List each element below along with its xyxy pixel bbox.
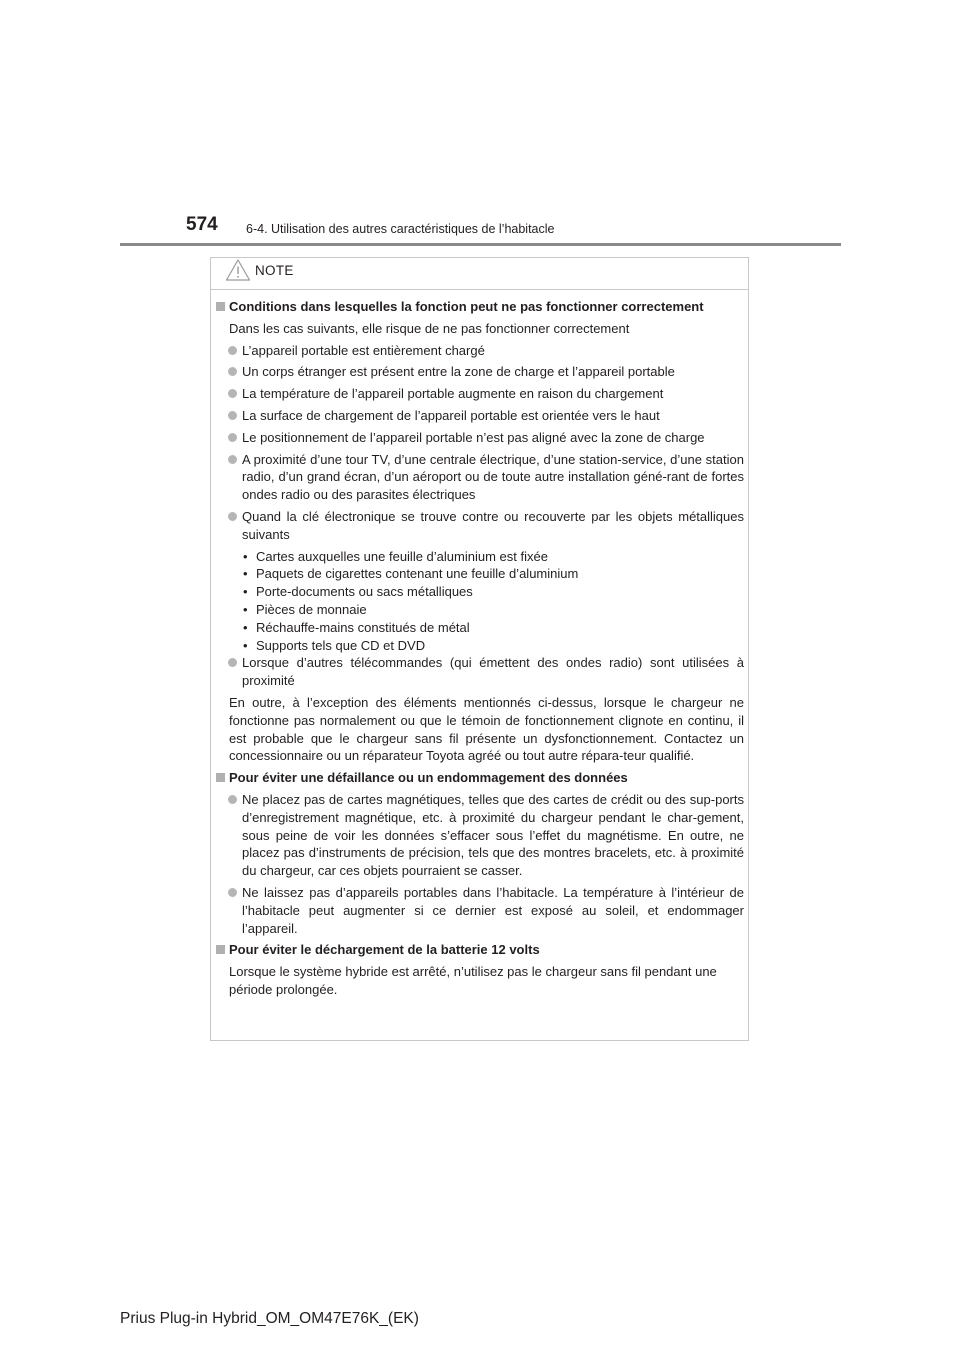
section-title: 6-4. Utilisation des autres caractéristiques de l’habitacle xyxy=(246,222,555,236)
note-label: NOTE xyxy=(255,262,294,278)
circle-bullet-icon xyxy=(228,658,237,667)
note-content xyxy=(216,298,744,1003)
list-item xyxy=(216,363,744,381)
circle-bullet-icon xyxy=(228,455,237,464)
list-item-text: La température de l’appareil portable augmente en raison du chargement xyxy=(242,386,664,402)
section-heading xyxy=(216,769,744,787)
list-item-text: Le positionnement de l’appareil portable n’est pas aligné avec la zone de charge xyxy=(242,429,705,445)
list-item xyxy=(216,407,744,425)
note-header xyxy=(225,258,294,282)
circle-bullet-icon xyxy=(228,795,237,804)
sub-list-item: • Réchauffe-mains constitués de métal xyxy=(242,619,744,637)
circle-bullet-icon xyxy=(228,367,237,376)
list-item xyxy=(216,508,744,544)
list-item-text: Lorsque d’autres télécommandes (qui émettent des ondes radio) sont utilisées à proximité xyxy=(242,655,744,689)
square-bullet-icon xyxy=(216,773,225,782)
square-bullet-icon xyxy=(216,302,225,311)
list-item xyxy=(216,884,744,937)
list-item-text: Ne placez pas de cartes magnétiques, telles que des cartes de crédit ou des sup-ports d’enregistrement magnétique, etc. à proximité du chargeur pendant le char-gement, sous peine de voir les données s’effacer sous l’effet du magnétisme. En outre, ne placez pas d’instruments de précision, tels que des montres bracelets, etc. à proximité du chargeur, car ces objets pourraient se casser. xyxy=(242,791,744,879)
sub-list-item: • Porte-documents ou sacs métalliques xyxy=(242,583,744,601)
sub-list xyxy=(216,548,744,655)
page-number: 574 xyxy=(186,214,218,235)
circle-bullet-icon xyxy=(228,346,237,355)
circle-bullet-icon xyxy=(228,512,237,521)
sub-list-item: • Cartes auxquelles une feuille d’aluminium est fixée xyxy=(242,548,744,566)
list-item-text: L’appareil portable est entièrement chargé xyxy=(242,342,485,358)
sub-list-item: • Pièces de monnaie xyxy=(242,601,744,619)
note-divider xyxy=(210,289,749,290)
list-item-text: La surface de chargement de l’appareil portable est orientée vers le haut xyxy=(242,407,660,423)
section-intro: Dans les cas suivants, elle risque de ne pas fonctionner correctement xyxy=(229,320,630,336)
heading-text: Pour éviter le déchargement de la batterie 12 volts xyxy=(229,942,540,958)
list-item-text: Quand la clé électronique se trouve contre ou recouverte par les objets métalliques suivants xyxy=(242,508,744,542)
heading-text: Pour éviter une défaillance ou un endommagement des données xyxy=(229,770,628,786)
section-heading xyxy=(216,941,744,959)
footer-text: Prius Plug-in Hybrid_OM_OM47E76K_(EK) xyxy=(120,1310,419,1327)
list-item-text: A proximité d’une tour TV, d’une centrale électrique, d’une station-service, d’une station radio, d’un grand écran, d’un aéroport ou de toute autre installation géné-rant de fortes ondes radio ou des parasites électriques xyxy=(242,451,744,503)
list-item xyxy=(216,791,744,880)
square-bullet-icon xyxy=(216,945,225,954)
warning-triangle-icon xyxy=(225,258,251,282)
list-item xyxy=(216,342,744,360)
circle-bullet-icon xyxy=(228,433,237,442)
list-item xyxy=(216,429,744,447)
heading-text: Conditions dans lesquelles la fonction peut ne pas fonctionner correctement xyxy=(229,299,704,314)
section-heading xyxy=(216,298,744,316)
header-rule xyxy=(120,243,841,246)
list-item-text: Un corps étranger est présent entre la zone de charge et l’appareil portable xyxy=(242,364,675,380)
list-item xyxy=(216,451,744,504)
list-item-text: Ne laissez pas d’appareils portables dans l’habitacle. La température à l’intérieur de l’habitacle peut augmenter si ce dernier est exposé au soleil, et endommager l’appareil. xyxy=(242,884,744,936)
circle-bullet-icon xyxy=(228,888,237,897)
sub-list-item: • Supports tels que CD et DVD xyxy=(242,637,744,655)
section-closing: En outre, à l’exception des éléments mentionnés ci-dessus, lorsque le chargeur ne fonctionne pas normalement ou que le témoin de fonctionnement clignote en continu, il est probable que le chargeur sans fil présente un dysfonctionnement. Contactez un concessionnaire ou un réparateur Toyota agréé ou tout autre répara-teur qualifié. xyxy=(229,694,744,764)
circle-bullet-icon xyxy=(228,389,237,398)
sub-list-item: • Paquets de cigarettes contenant une feuille d’aluminium xyxy=(242,565,744,583)
list-item xyxy=(216,654,744,690)
list-item xyxy=(216,385,744,403)
circle-bullet-icon xyxy=(228,411,237,420)
section-intro: Lorsque le système hybride est arrêté, n’utilisez pas le chargeur sans fil pendant une période prolongée. xyxy=(229,964,717,997)
